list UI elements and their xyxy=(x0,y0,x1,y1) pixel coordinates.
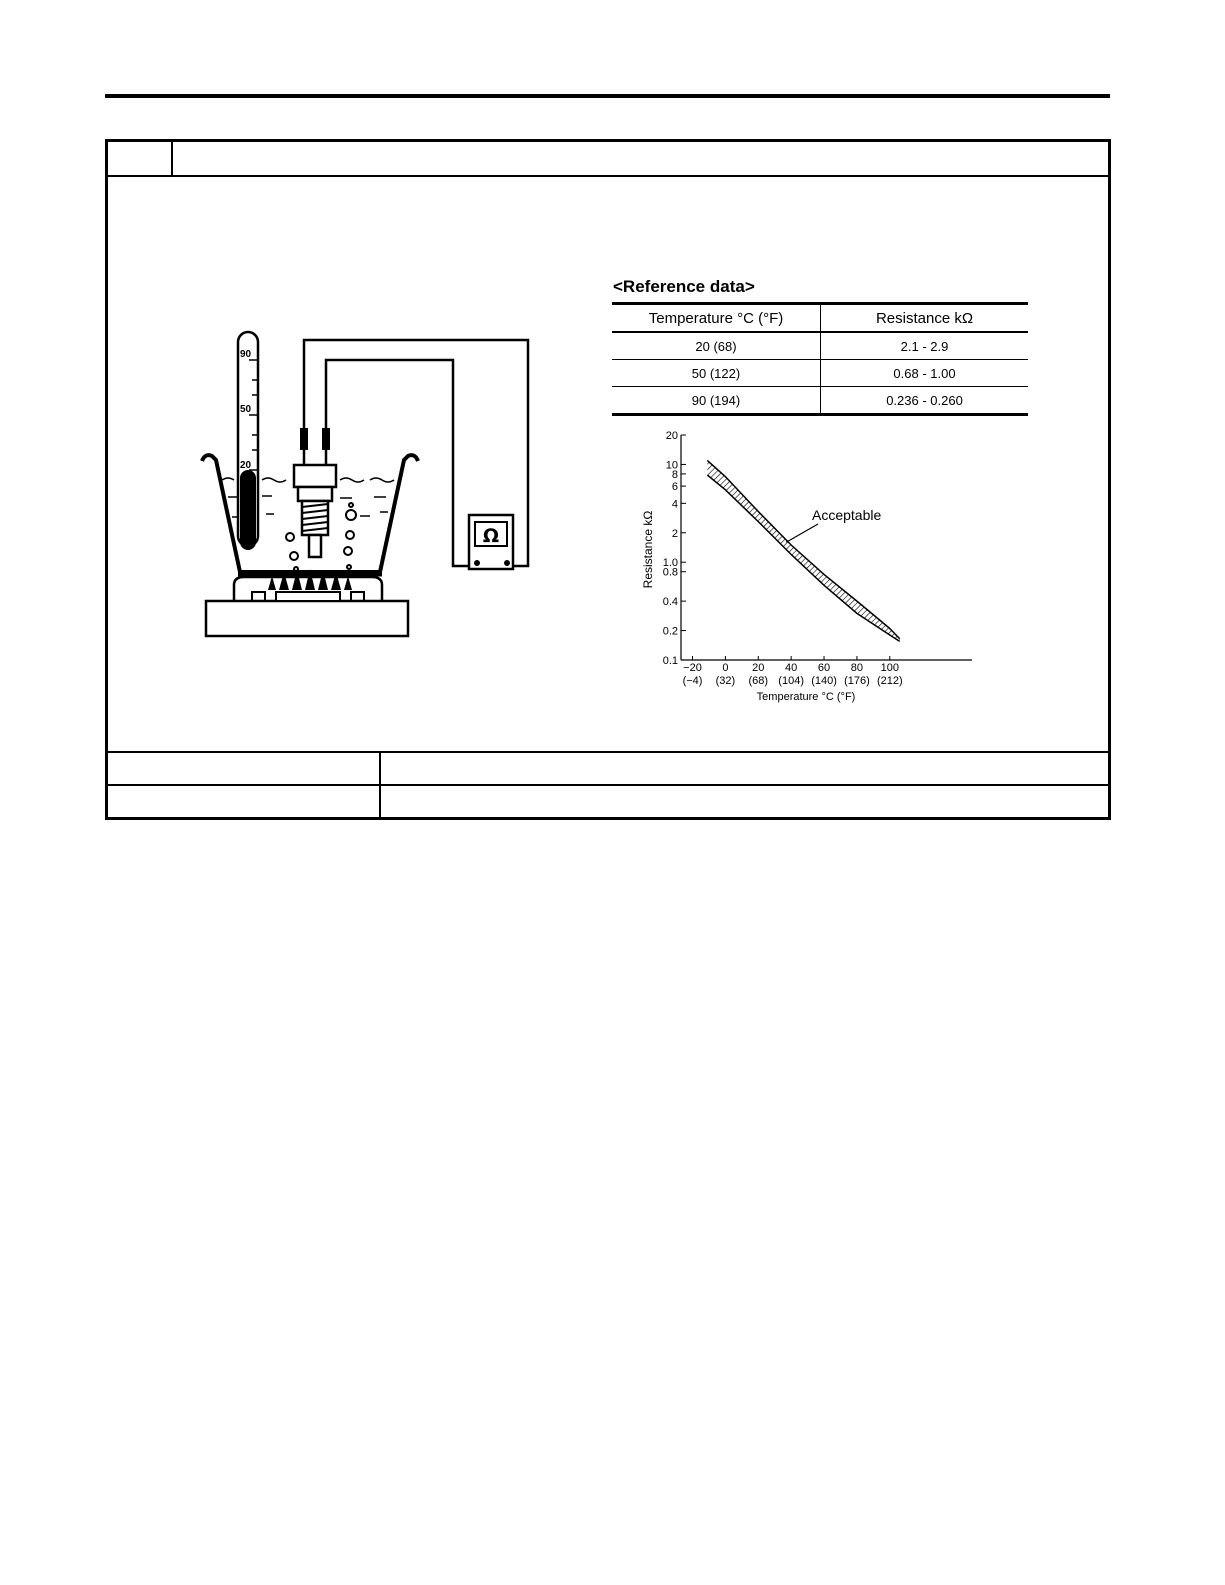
ohm-icon: Ω xyxy=(482,525,500,547)
y-tick-label: 0.1 xyxy=(662,655,678,667)
temperature-cell: 50 (122) xyxy=(612,360,821,387)
reference-data-title: <Reference data> xyxy=(613,277,755,296)
temperature-column-header: Temperature °C (°F) xyxy=(612,304,821,333)
y-tick-label: 0.2 xyxy=(662,625,678,638)
x-tick-sublabel: (140) xyxy=(811,675,837,687)
x-axis-label: Temperature °C (°F) xyxy=(756,691,856,703)
x-tick-sublabel: (−4) xyxy=(682,675,703,687)
x-tick-label: 0 xyxy=(722,662,729,674)
y-tick-label: 0.4 xyxy=(662,596,678,609)
acceptable-band xyxy=(707,460,899,641)
x-tick-label: 20 xyxy=(752,662,765,674)
x-tick-label: 100 xyxy=(880,662,899,674)
x-tick-label: 60 xyxy=(817,662,831,674)
y-tick-label: 6 xyxy=(671,481,678,494)
thermometer-mark-20: 20 xyxy=(240,460,252,471)
acceptable-annotation: Acceptable xyxy=(812,507,882,523)
annotation-leader xyxy=(786,524,818,542)
y-axis-ticks xyxy=(663,430,686,667)
temperature-cell: 20 (68) xyxy=(612,332,821,360)
resistance-cell: 0.68 - 1.00 xyxy=(893,365,956,381)
y-tick-label: 4 xyxy=(671,498,678,511)
x-tick-label: −20 xyxy=(683,662,702,674)
y-tick-label: 20 xyxy=(665,430,678,442)
y-axis-label: Resistance kΩ xyxy=(641,510,655,589)
y-tick-label: 10 xyxy=(665,459,678,472)
upper-limit-line xyxy=(707,460,899,638)
resistance-cell: 2.1 - 2.9 xyxy=(900,338,949,354)
x-tick-sublabel: (104) xyxy=(778,675,804,687)
y-tick-label: 1.0 xyxy=(662,557,678,570)
temperature-cell: 90 (194) xyxy=(612,387,821,415)
thermometer-mark-90: 90 xyxy=(240,349,252,360)
resistance-column-header: Resistance kΩ xyxy=(875,309,974,327)
x-axis-ticks xyxy=(683,656,903,687)
x-tick-sublabel: (212) xyxy=(876,675,903,687)
x-tick-sublabel: (176) xyxy=(844,675,870,687)
y-tick-label: 0.8 xyxy=(662,566,678,579)
y-tick-label: 2 xyxy=(671,527,678,540)
x-tick-label: 80 xyxy=(850,662,864,674)
resistance-cell: 0.236 - 0.260 xyxy=(886,392,963,408)
x-tick-label: 40 xyxy=(785,662,798,674)
y-tick-label: 8 xyxy=(671,468,678,481)
x-tick-sublabel: (68) xyxy=(748,675,769,687)
thermometer-mark-50: 50 xyxy=(240,404,252,415)
x-tick-sublabel: (32) xyxy=(715,675,736,687)
chart-axes xyxy=(681,435,972,660)
